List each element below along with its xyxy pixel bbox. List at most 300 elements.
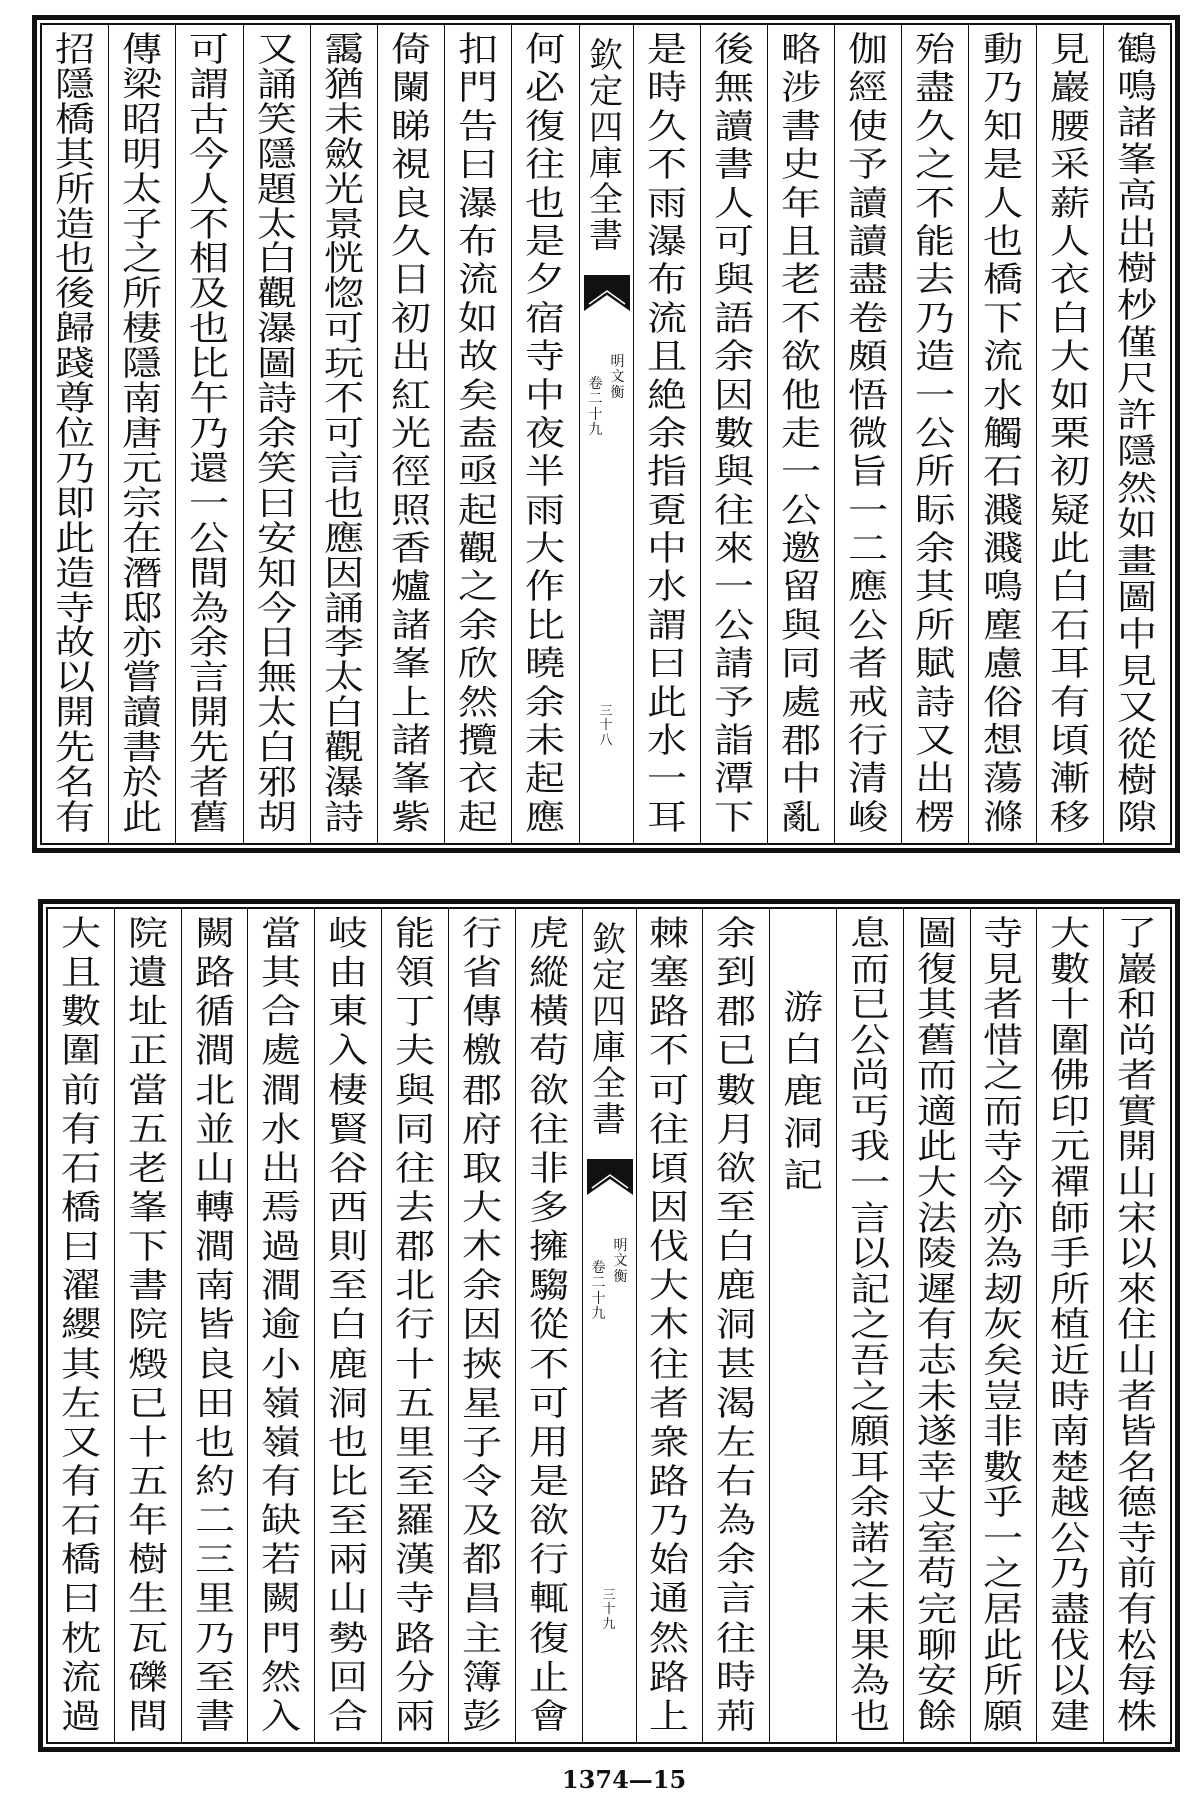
glyph: 過 xyxy=(60,1696,101,1737)
glyph: 至 xyxy=(716,1187,757,1228)
glyph: 一 xyxy=(848,490,889,531)
glyph: 大 xyxy=(60,914,101,954)
glyph: 數 xyxy=(983,1447,1024,1488)
glyph: 往 xyxy=(649,1109,690,1150)
glyph: 觀 xyxy=(458,529,499,570)
glyph: 余 xyxy=(849,1483,890,1524)
glyph: 子 xyxy=(461,1422,502,1463)
glyph: 瀑 xyxy=(458,183,499,224)
glyph: 比 xyxy=(525,605,566,646)
glyph: 唐 xyxy=(122,413,163,454)
glyph: 想 xyxy=(982,721,1023,762)
glyph: 今 xyxy=(256,588,297,629)
glyph: 已 xyxy=(849,985,890,1026)
glyph: 公 xyxy=(848,605,889,646)
glyph: 時 xyxy=(716,1657,757,1698)
glyph: 所 xyxy=(122,274,163,315)
glyph: 簿 xyxy=(461,1657,502,1698)
glyph: 輒 xyxy=(528,1579,569,1620)
glyph: 南 xyxy=(194,1266,235,1307)
glyph: 倚 xyxy=(390,30,432,70)
glyph: 住 xyxy=(1117,1305,1158,1346)
glyph: 橋 xyxy=(60,1187,101,1228)
glyph: 闌 xyxy=(390,68,432,109)
glyph: 扣 xyxy=(458,30,499,70)
text-column xyxy=(310,25,377,843)
glyph: 盍 xyxy=(458,413,499,454)
glyph: 十 xyxy=(599,718,613,734)
footer-page-number: 1374—15 xyxy=(562,1765,687,1794)
glyph: 於 xyxy=(122,763,163,804)
glyph: 見 xyxy=(1049,30,1090,70)
glyph: 缺 xyxy=(261,1501,302,1542)
glyph: 先 xyxy=(189,728,230,769)
glyph: 曰 xyxy=(60,1227,101,1268)
glyph: 峯 xyxy=(1116,139,1157,180)
volume-label xyxy=(592,1261,606,1323)
glyph: 下 xyxy=(713,797,754,838)
glyph: 讀 xyxy=(713,106,754,147)
section-title xyxy=(769,909,836,1742)
glyph: 雨 xyxy=(525,490,566,531)
glyph: 有 xyxy=(1049,682,1090,723)
glyph: 印 xyxy=(1050,1091,1091,1132)
glyph: 山 xyxy=(1117,1163,1158,1204)
glyph: 畫 xyxy=(1116,541,1157,582)
glyph: 李 xyxy=(323,623,364,664)
glyph: 鹿 xyxy=(716,1266,757,1307)
glyph: 當 xyxy=(261,914,302,954)
glyph: 室 xyxy=(916,1518,957,1559)
text-column xyxy=(901,25,968,843)
glyph: 兩 xyxy=(394,1696,436,1737)
glyph: 挾 xyxy=(461,1344,502,1385)
glyph: 走 xyxy=(780,413,822,454)
glyph: 亟 xyxy=(458,452,499,493)
glyph: 復 xyxy=(916,949,957,990)
glyph: 也 xyxy=(328,1422,369,1463)
glyph: 已 xyxy=(127,1383,168,1424)
glyph: 復 xyxy=(528,1618,569,1659)
glyph: 領 xyxy=(394,953,436,994)
glyph: 寺 xyxy=(525,337,566,378)
glyph: 以 xyxy=(849,1234,890,1275)
text-column xyxy=(767,25,834,843)
glyph: 渴 xyxy=(716,1383,757,1424)
glyph: 到 xyxy=(716,953,757,994)
glyph: 水 xyxy=(982,375,1023,416)
center-column xyxy=(582,909,636,1742)
glyph: 定 xyxy=(589,72,623,112)
glyph: 二 xyxy=(848,529,889,570)
glyph: 白 xyxy=(716,1227,757,1268)
glyph: 殆 xyxy=(915,30,956,70)
glyph: 濺 xyxy=(982,529,1023,570)
glyph: 我 xyxy=(849,1127,890,1168)
volume-label xyxy=(589,377,603,439)
glyph: 橋 xyxy=(55,99,96,140)
glyph: 知 xyxy=(256,553,297,594)
glyph: 即 xyxy=(55,483,96,524)
glyph: 相 xyxy=(189,239,230,280)
glyph: 洞 xyxy=(716,1305,757,1346)
glyph: 邸 xyxy=(122,588,163,629)
glyph: 白 xyxy=(1049,567,1090,608)
glyph: 此 xyxy=(1049,529,1090,570)
glyph: 余 xyxy=(458,605,499,646)
glyph: 諸 xyxy=(390,721,432,762)
glyph: 實 xyxy=(1117,1091,1158,1132)
glyph: 明 xyxy=(613,1238,628,1254)
glyph: 縱 xyxy=(528,953,569,994)
glyph: 處 xyxy=(780,682,822,723)
glyph: 夕 xyxy=(525,260,566,301)
glyph: 若 xyxy=(261,1540,302,1581)
glyph: 數 xyxy=(60,992,101,1033)
glyph: 白 xyxy=(328,1305,369,1346)
glyph: 余 xyxy=(256,413,297,454)
glyph: 書 xyxy=(713,145,754,186)
glyph: 栗 xyxy=(1049,413,1090,454)
glyph: 者 xyxy=(848,644,889,685)
glyph: 年 xyxy=(780,183,822,224)
glyph: 是 xyxy=(646,30,687,70)
glyph: 幸 xyxy=(916,1447,957,1488)
glyph: 嘗 xyxy=(122,658,163,699)
lower-page-frame xyxy=(38,899,1180,1752)
glyph: 里 xyxy=(194,1579,235,1620)
glyph: 澗 xyxy=(194,1031,235,1072)
glyph: 至 xyxy=(328,1501,369,1542)
glyph: 伐 xyxy=(649,1227,690,1268)
glyph: 復 xyxy=(525,106,566,147)
glyph: 未 xyxy=(323,99,364,140)
glyph: 午 xyxy=(189,379,230,420)
glyph: 白 xyxy=(256,239,297,280)
glyph: 逾 xyxy=(261,1305,302,1346)
glyph: 俗 xyxy=(982,682,1023,723)
glyph: 高 xyxy=(1116,176,1157,217)
glyph: 棘 xyxy=(649,914,690,954)
glyph: 欲 xyxy=(716,1148,757,1189)
glyph: 峯 xyxy=(390,644,432,685)
glyph: 手 xyxy=(1050,1234,1091,1275)
glyph: 光 xyxy=(323,169,364,210)
glyph: 動 xyxy=(982,30,1023,70)
glyph: 予 xyxy=(848,145,889,186)
glyph: 為 xyxy=(983,1234,1024,1275)
glyph: 明 xyxy=(610,354,625,370)
glyph: 洞 xyxy=(782,1114,824,1154)
glyph: 頗 xyxy=(848,337,889,378)
glyph: 四 xyxy=(592,992,626,1032)
glyph: 五 xyxy=(394,1383,436,1424)
glyph: 往 xyxy=(716,1618,757,1659)
glyph: 十 xyxy=(591,1290,606,1307)
glyph: 嶺 xyxy=(261,1422,302,1463)
glyph: 時 xyxy=(1050,1376,1091,1417)
glyph: 矣 xyxy=(458,375,499,416)
glyph: 謂 xyxy=(646,605,687,646)
glyph: 開 xyxy=(1117,1127,1158,1168)
glyph: 後 xyxy=(713,30,754,70)
glyph: 遺 xyxy=(127,953,168,994)
glyph: 之 xyxy=(849,1376,890,1417)
glyph: 如 xyxy=(1049,375,1090,416)
glyph: 卷 xyxy=(591,1260,606,1276)
glyph: 其 xyxy=(261,953,302,994)
glyph: 水 xyxy=(261,1109,302,1150)
glyph: 諸 xyxy=(390,605,432,646)
glyph: 往 xyxy=(525,145,566,186)
glyph: 人 xyxy=(1049,221,1090,262)
glyph: 衡 xyxy=(610,384,625,401)
glyph: 大 xyxy=(461,1187,502,1228)
glyph: 睇 xyxy=(390,106,432,147)
glyph: 略 xyxy=(780,30,822,70)
glyph: 宗 xyxy=(122,483,163,524)
glyph: 至 xyxy=(394,1461,436,1502)
text-column xyxy=(515,909,582,1742)
glyph: 諾 xyxy=(849,1518,890,1559)
glyph: 苟 xyxy=(528,1031,569,1072)
book-title xyxy=(583,920,636,1140)
glyph: 虎 xyxy=(528,914,569,954)
glyph: 路 xyxy=(394,1618,436,1659)
glyph: 賢 xyxy=(328,1109,369,1150)
glyph: 人 xyxy=(713,183,754,224)
text-column xyxy=(48,909,114,1742)
glyph: 十 xyxy=(602,1602,616,1618)
glyph: 會 xyxy=(528,1696,569,1737)
glyph: 出 xyxy=(261,1148,302,1189)
glyph: 耳 xyxy=(646,797,687,838)
text-column xyxy=(702,909,769,1742)
glyph: 及 xyxy=(189,274,230,315)
glyph: 一 xyxy=(189,483,230,524)
glyph: 彭 xyxy=(461,1696,502,1737)
glyph: 他 xyxy=(780,375,822,416)
glyph: 定 xyxy=(592,956,626,996)
glyph: 過 xyxy=(261,1227,302,1268)
glyph: 也 xyxy=(849,1696,890,1737)
glyph: 水 xyxy=(646,721,687,762)
glyph: 郡 xyxy=(716,992,757,1033)
glyph: 白 xyxy=(1049,298,1090,339)
glyph: 聊 xyxy=(916,1625,957,1666)
glyph: 卷 xyxy=(588,376,603,392)
text-column xyxy=(181,909,248,1742)
glyph: 見 xyxy=(1116,651,1157,692)
glyph: 攬 xyxy=(458,721,499,762)
glyph: 應 xyxy=(848,567,889,608)
glyph: 詩 xyxy=(256,379,297,420)
glyph: 知 xyxy=(982,106,1023,147)
glyph: 明 xyxy=(122,134,163,175)
glyph: 旨 xyxy=(848,452,889,493)
glyph: 始 xyxy=(649,1540,690,1581)
glyph: 擁 xyxy=(528,1227,569,1268)
glyph: 矣 xyxy=(983,1340,1024,1381)
glyph: 舊 xyxy=(189,797,230,838)
glyph: 鶴 xyxy=(1116,30,1157,70)
text-column xyxy=(1036,909,1103,1742)
glyph: 書 xyxy=(780,106,822,147)
glyph: 峻 xyxy=(848,797,889,838)
glyph: 安 xyxy=(916,1661,957,1702)
glyph: 老 xyxy=(780,260,822,301)
glyph: 令 xyxy=(461,1461,502,1502)
glyph: 采 xyxy=(1049,145,1090,186)
glyph: 伽 xyxy=(848,30,889,70)
glyph: 圖 xyxy=(916,914,957,954)
glyph: 還 xyxy=(189,448,230,489)
glyph: 焉 xyxy=(261,1187,302,1228)
glyph: 里 xyxy=(394,1422,436,1463)
upper-page-columns xyxy=(40,23,1172,845)
glyph: 曉 xyxy=(525,644,566,685)
glyph: 未 xyxy=(849,1589,890,1630)
text-column xyxy=(903,909,970,1742)
glyph: 乃 xyxy=(194,1618,235,1659)
glyph: 而 xyxy=(849,949,890,990)
glyph: 左 xyxy=(60,1383,101,1424)
glyph: 皆 xyxy=(194,1305,235,1346)
text-column xyxy=(175,25,242,843)
glyph: 非 xyxy=(528,1148,569,1189)
glyph: 德 xyxy=(1117,1483,1158,1524)
glyph: 言 xyxy=(716,1579,757,1620)
glyph: 可 xyxy=(528,1383,569,1424)
glyph: 間 xyxy=(127,1696,168,1737)
glyph: 來 xyxy=(713,529,754,570)
glyph: 九 xyxy=(588,422,603,439)
glyph: 余 xyxy=(716,914,757,954)
glyph: 曰 xyxy=(256,483,297,524)
glyph: 生 xyxy=(127,1579,168,1620)
glyph: 欲 xyxy=(528,1070,569,1111)
glyph: 入 xyxy=(328,1031,369,1072)
glyph: 今 xyxy=(189,134,230,175)
glyph: 濺 xyxy=(982,490,1023,531)
glyph: 荊 xyxy=(716,1696,757,1737)
glyph: 入 xyxy=(261,1696,302,1737)
glyph: 曰 xyxy=(646,644,687,685)
glyph: 後 xyxy=(55,274,96,315)
glyph: 澗 xyxy=(261,1070,302,1111)
glyph: 邀 xyxy=(780,529,822,570)
glyph: 言 xyxy=(189,658,230,699)
glyph: 元 xyxy=(1050,1127,1091,1168)
glyph: 白 xyxy=(782,1030,824,1070)
glyph: 紫 xyxy=(390,797,432,838)
glyph: 名 xyxy=(1117,1447,1158,1488)
glyph: 布 xyxy=(458,221,499,262)
glyph: 覔 xyxy=(646,490,687,531)
glyph: 數 xyxy=(716,1070,757,1111)
glyph: 三 xyxy=(194,1540,235,1581)
glyph: 以 xyxy=(1117,1234,1158,1275)
glyph: 寺 xyxy=(394,1579,436,1620)
glyph: 當 xyxy=(127,1070,168,1111)
glyph: 衆 xyxy=(649,1422,690,1463)
upper-page-frame xyxy=(32,15,1180,853)
glyph: 名 xyxy=(55,763,96,804)
glyph: 又 xyxy=(256,30,297,70)
glyph: 半 xyxy=(525,452,566,493)
glyph: 隙 xyxy=(1116,797,1157,838)
glyph: 門 xyxy=(458,68,499,109)
glyph: 願 xyxy=(849,1412,890,1453)
glyph: 眎 xyxy=(915,490,956,531)
glyph: 杪 xyxy=(1116,285,1157,326)
glyph: 可 xyxy=(649,1070,690,1111)
leaf-number xyxy=(603,1589,616,1632)
glyph: 昭 xyxy=(122,99,163,140)
glyph: 因 xyxy=(323,553,364,594)
glyph: 可 xyxy=(323,309,364,350)
glyph: 微 xyxy=(848,413,889,454)
glyph: 勢 xyxy=(328,1618,369,1659)
glyph: 植 xyxy=(1050,1305,1091,1346)
glyph: 羅 xyxy=(394,1501,436,1542)
glyph: 濯 xyxy=(60,1266,101,1307)
glyph: 不 xyxy=(915,183,956,224)
glyph: 經 xyxy=(848,68,889,109)
glyph: 盡 xyxy=(1050,1589,1091,1630)
glyph: 日 xyxy=(390,260,432,301)
glyph: 然 xyxy=(458,682,499,723)
glyph: 因 xyxy=(461,1305,502,1346)
glyph: 間 xyxy=(189,553,230,594)
glyph: 也 xyxy=(323,483,364,524)
glyph: 非 xyxy=(983,1412,1024,1453)
glyph: 留 xyxy=(780,567,822,608)
fish-tail-icon xyxy=(587,1159,633,1195)
glyph: 見 xyxy=(983,949,1024,990)
glyph: 巖 xyxy=(1117,949,1158,990)
glyph: 行 xyxy=(528,1540,569,1581)
glyph: 遲 xyxy=(916,1269,957,1310)
glyph: 尊 xyxy=(55,379,96,420)
glyph: 之 xyxy=(849,1305,890,1346)
glyph: 每 xyxy=(1117,1661,1158,1702)
glyph: 時 xyxy=(646,68,687,109)
glyph: 一 xyxy=(780,452,822,493)
glyph: 言 xyxy=(323,448,364,489)
glyph: 一 xyxy=(849,1163,890,1204)
glyph: 所 xyxy=(55,169,96,210)
glyph: 圖 xyxy=(256,344,297,385)
glyph: 有 xyxy=(1117,1589,1158,1630)
glyph: 文 xyxy=(613,1253,628,1270)
glyph: 流 xyxy=(646,298,687,339)
glyph: 昌 xyxy=(461,1579,502,1620)
glyph: 欽 xyxy=(589,36,623,76)
glyph: 居 xyxy=(983,1589,1024,1630)
glyph: 年 xyxy=(127,1501,168,1542)
glyph: 兩 xyxy=(328,1540,369,1581)
glyph: 適 xyxy=(916,1091,957,1132)
lower-page-columns xyxy=(46,907,1172,1744)
glyph: 路 xyxy=(649,1657,690,1698)
glyph: 處 xyxy=(261,1031,302,1072)
glyph: 西 xyxy=(328,1187,369,1228)
text-column xyxy=(243,25,310,843)
glyph: 書 xyxy=(122,728,163,769)
glyph: 絶 xyxy=(646,375,687,416)
glyph: 宋 xyxy=(1117,1198,1158,1239)
